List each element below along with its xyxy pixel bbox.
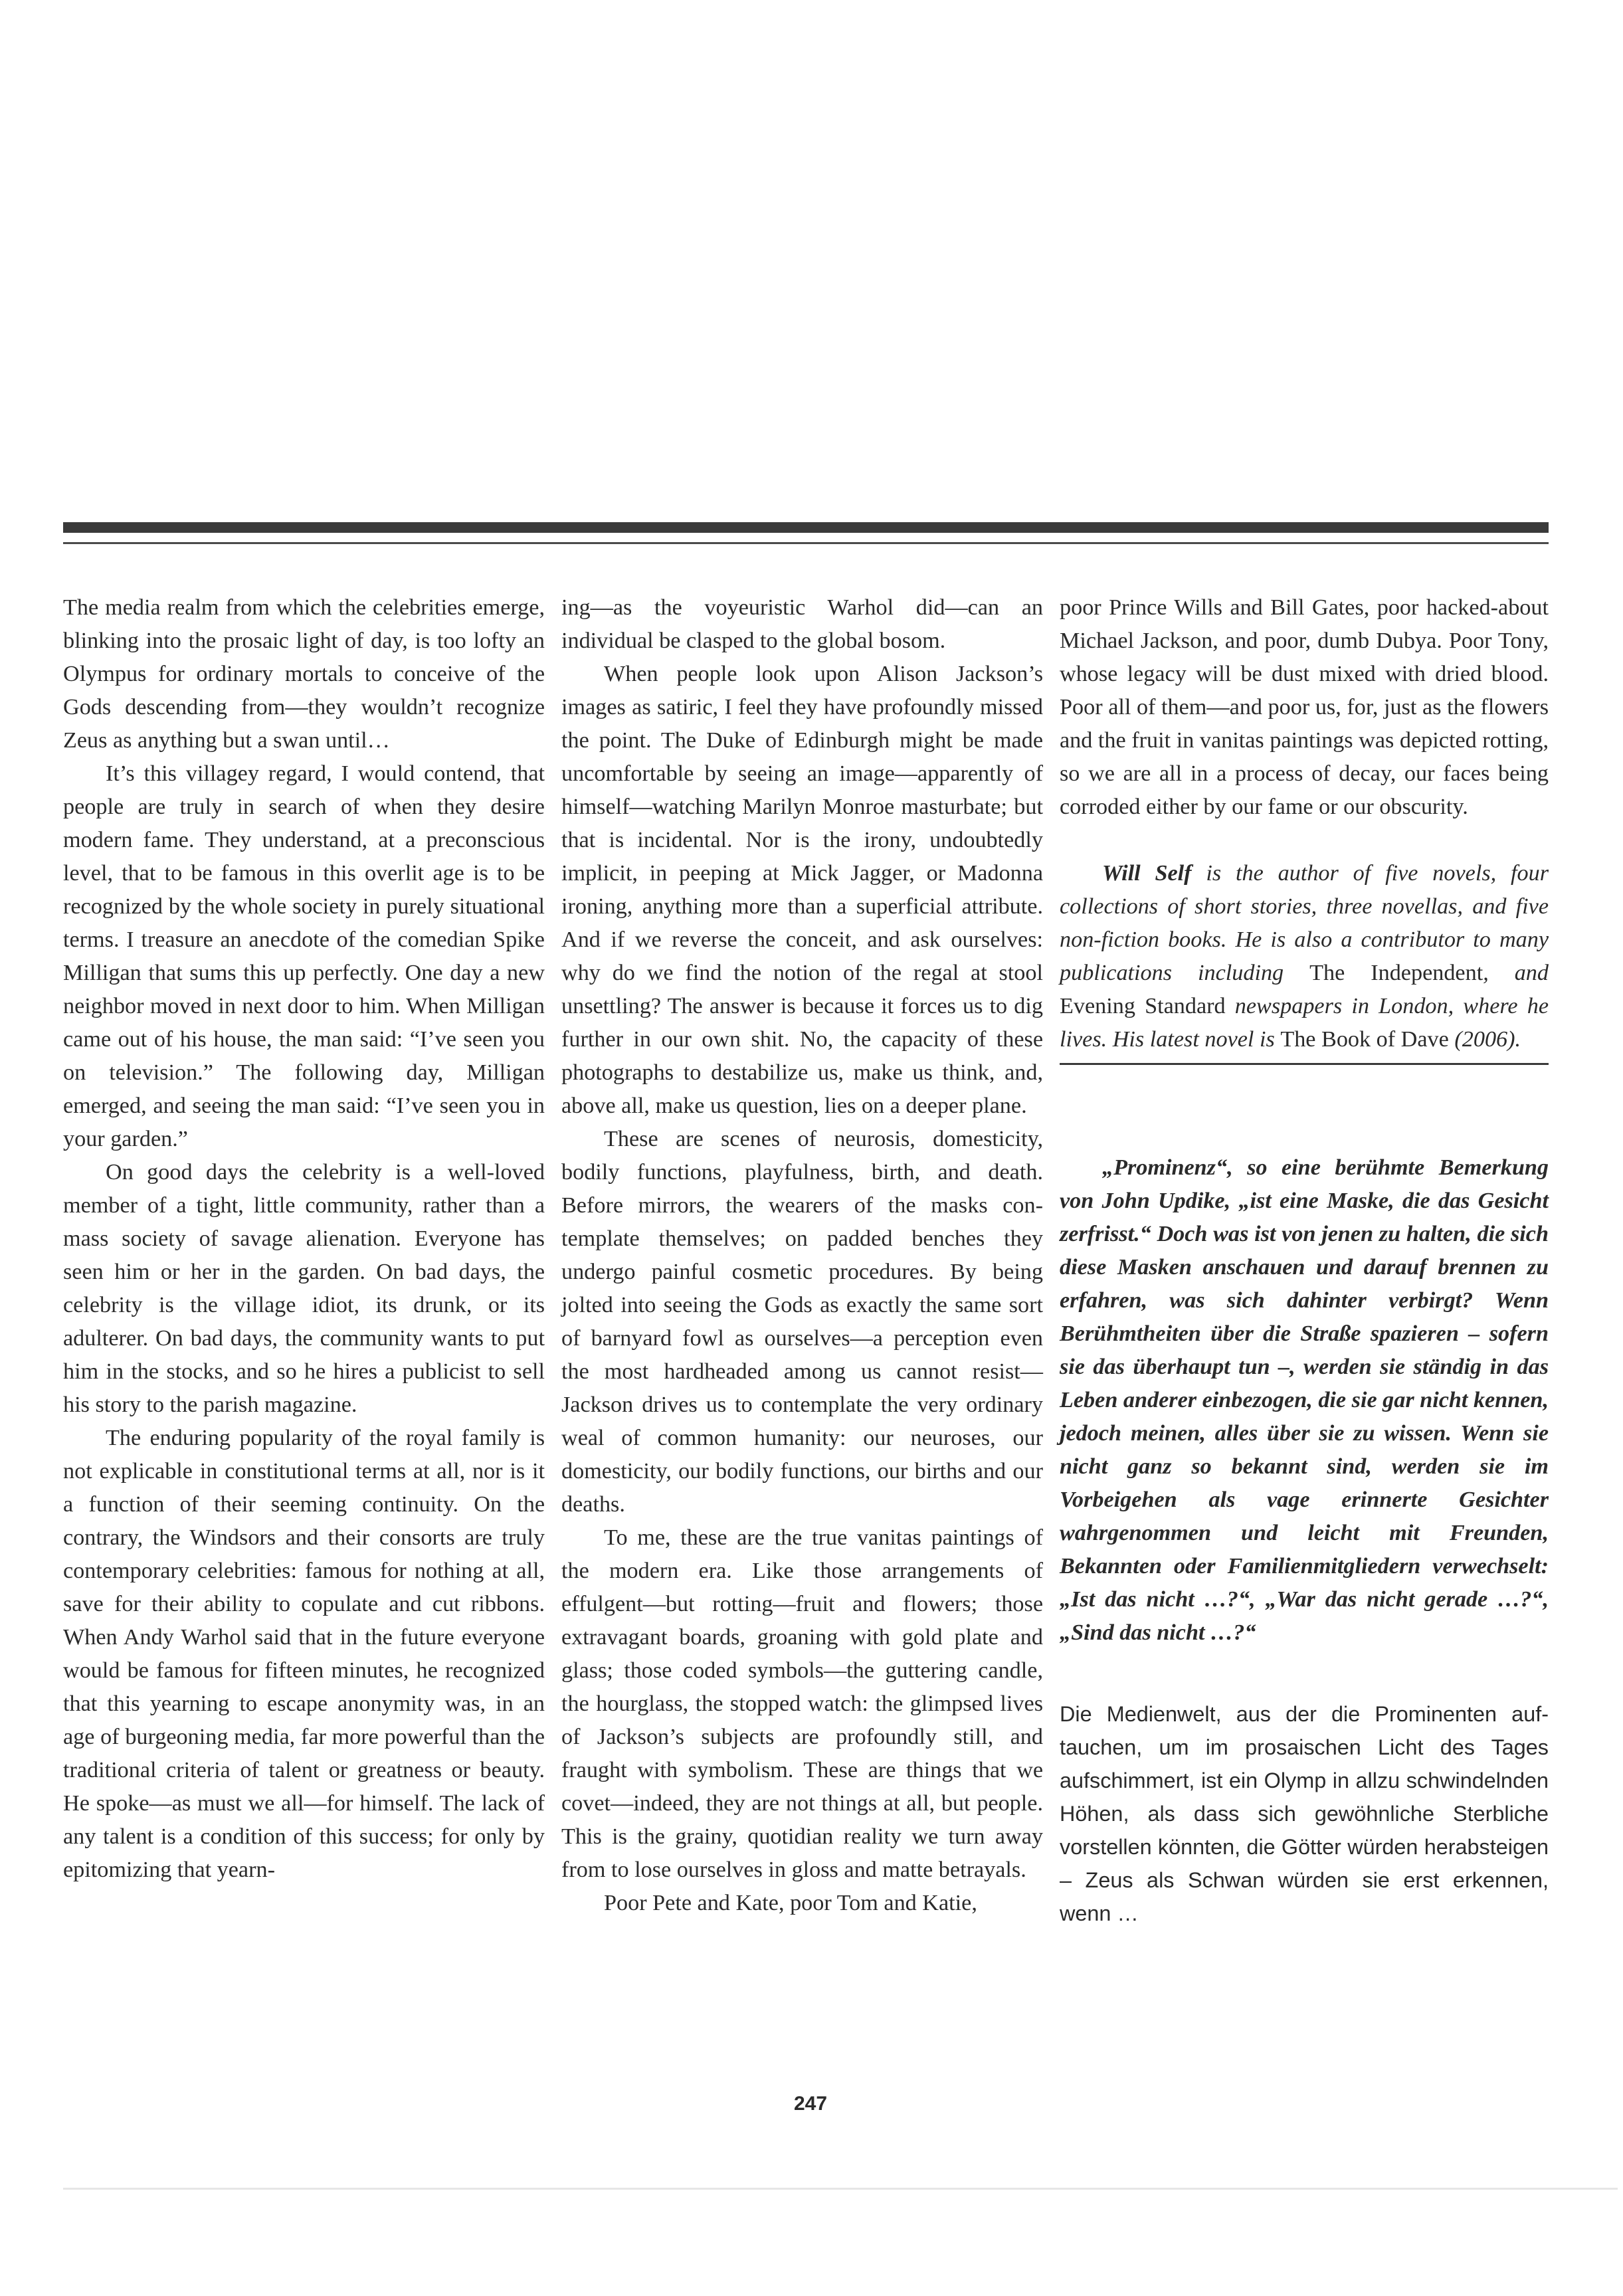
paragraph: ing—as the voyeuristic Warhol did—can an individual be clasped to the global bosom.	[561, 595, 1043, 653]
bio-text: newspapers in London, where he lives. His latest novel is	[1060, 994, 1549, 1052]
text-column-2	[561, 591, 1043, 1920]
paragraph: It’s this villagey regard, I would contend, that people are truly in search of when they desire modern fame. They understand, at a preconscious level, that to be famous in this overlit age is to be recognized by the whole society in purely situational terms. I treasure an anecdote of the comedian Spike Milligan that sums this up perfectly. One day a new neighbor moved in next door to him. When Milligan came out of his house, the man said: “I’ve seen you on television.” The following day, Milligan emerged, and seeing the man said: “I’ve seen you in your garden.”	[63, 761, 545, 1151]
paragraph: When people look upon Alison Jackson’s images as satiric, I feel they have profoundly missed the point. The Duke of Edinburgh might be made uncomfortable by seeing an image—apparently of himself—watching Marilyn Monroe masturbate; but that is incidental. Nor is the irony, undoubtedly implicit, in peeping at Mick Jagger, or Madonna ironing, anything more than a superficial attribute. And if we reverse the conceit, and ask ourselves: why do we find the notion of the regal at stool unsettling? The answer is because it forces us to dig further in our own shit. No, the capacity of these photographs to destabilize us, make us think, and, above all, make us question, lies on a deeper plane.	[561, 662, 1043, 1118]
book-title: The Book of Dave	[1280, 1027, 1449, 1052]
german-paragraph: Die Medienwelt, aus der die Prominenten auftauchen, um im prosaischen Licht des Tages aufschimmert, ist ein Olymp in allzu schwindelnden Höhen, als dass sich gewöhnliche Sterbliche vorstellen könnten, die Götter würden herabsteigen – Zeus als Schwan würden sie erst erkennen, wenn …	[1060, 1702, 1549, 1925]
newspaper-title: The Independent	[1309, 961, 1483, 985]
bio-rule	[1060, 1063, 1549, 1065]
author-name: Will Self	[1102, 861, 1192, 886]
paragraph: poor Prince Wills and Bill Gates, poor hacked-about Michael Jackson, and poor, dumb Dubya. Poor Tony, whose legacy will be dust mixed with dried blood. Poor all of them—and poor us, for, just as the flowers and the fruit in vanitas paintings was depicted rotting, so we are all in a process of decay, our faces being corroded either by our fame or our obscurity.	[1060, 595, 1549, 819]
page-number: 247	[793, 2093, 828, 2115]
bio-text: , and	[1483, 961, 1549, 985]
scan-edge-line	[63, 2188, 1618, 2190]
text-column-3	[1060, 591, 1549, 1930]
paragraph: Poor Pete and Kate, poor Tom and Katie,	[604, 1891, 977, 1915]
paragraph: The media realm from which the celebrities emerge, blinking into the prosaic light of day, is too lofty an Olympus for ordinary mortals to conceive of the Gods descending from—they wouldn’t recognize Zeus as anything but a swan until…	[63, 595, 545, 753]
author-bio	[1060, 857, 1549, 1056]
bio-text: is the author of five novels, four collections of short stories, three novellas, and five non-fiction books. He is also a contributor to many publications including	[1060, 861, 1549, 985]
newspaper-title: Evening Standard	[1060, 994, 1226, 1018]
paragraph: On good days the celebrity is a well-loved member of a tight, little community, rather than a mass society of savage alienation. Everyone has seen him or her in the garden. On bad days, the celebrity is the village idiot, its drunk, or its adulterer. On bad days, the community wants to put him in the stocks, and so he hires a publicist to sell his story to the parish magazine.	[63, 1160, 545, 1417]
text-column-1	[63, 591, 545, 1887]
paragraph: The enduring popularity of the royal family is not explicable in constitutional terms at all, nor is it a function of their seeming continuity. On the contrary, the Windsors and their consorts are truly contemporary celebrities: famous for nothing at all, save for their ability to copulate and cut ribbons. When Andy Warhol said that in the future everyone would be famous for fifteen minutes, he recognized that this yearning to escape anonymity was, in an age of burgeoning media, far more powerful than the traditional criteria of talent or greatness or beauty. He spoke—as must we all—for himself. The lack of any talent is a condition of this success; for only by epitomizing that yearn-	[63, 1426, 545, 1882]
bio-text: (2006).	[1448, 1027, 1521, 1052]
paragraph: To me, these are the true vanitas paintings of the modern era. Like those arrangements of effulgent—but rotting—fruit and flowers; those extravagant boards, groaning with gold plate and glass; those coded symbols—the guttering candle, the hourglass, the stopped watch: the glimpsed lives of Jackson’s subjects are profoundly still, and fraught with symbolism. These are things that we covet—indeed, they are not things at all, but people. This is the grainy, quotidian reality we turn away from to lose ourselves in gloss and matte betrayals.	[561, 1525, 1043, 1882]
header-rule-thin	[63, 542, 1549, 544]
german-quote: „Prominenz“, so eine berühmte Bemerkung von John Updike, „ist eine Maske, die das Gesicht zerfrisst.“ Doch was ist von jenen zu halten, die sich diese Masken anschauen und darauf brennen zu erfahren, was sich dahinter verbirgt? Wenn Berühmtheiten über die Straße spazieren – sofern sie das überhaupt tun –, werden sie ständig in das Leben anderer einbezogen, die sie gar nicht kennen, jedoch meinen, alles über sie zu wissen. Wenn sie nicht ganz so bekannt sind, werden sie im Vorbeigehen als vage erinnerte Gesichter wahrgenommen und leicht mit Freunden, Bekannten oder Familienmitgliedern verwechselt: „Ist das nicht …?“, „War das nicht gerade …?“, „Sind das nicht …?“	[1060, 1155, 1549, 1645]
paragraph: These are scenes of neurosis, domesticity, bodily functions, playfulness, birth, and death. Before mirrors, the wearers of the masks contemplate themselves; on padded benches they undergo painful cosmetic procedures. By being jolted into seeing the Gods as exactly the same sort of barnyard fowl as ourselves—a perception even the most hardheaded among us cannot resist—Jackson drives us to contemplate the very ordinary weal of common humanity: our neuroses, our domesticity, our bodily functions, our births and our deaths.	[561, 1127, 1043, 1517]
header-rule-thick	[63, 522, 1549, 533]
